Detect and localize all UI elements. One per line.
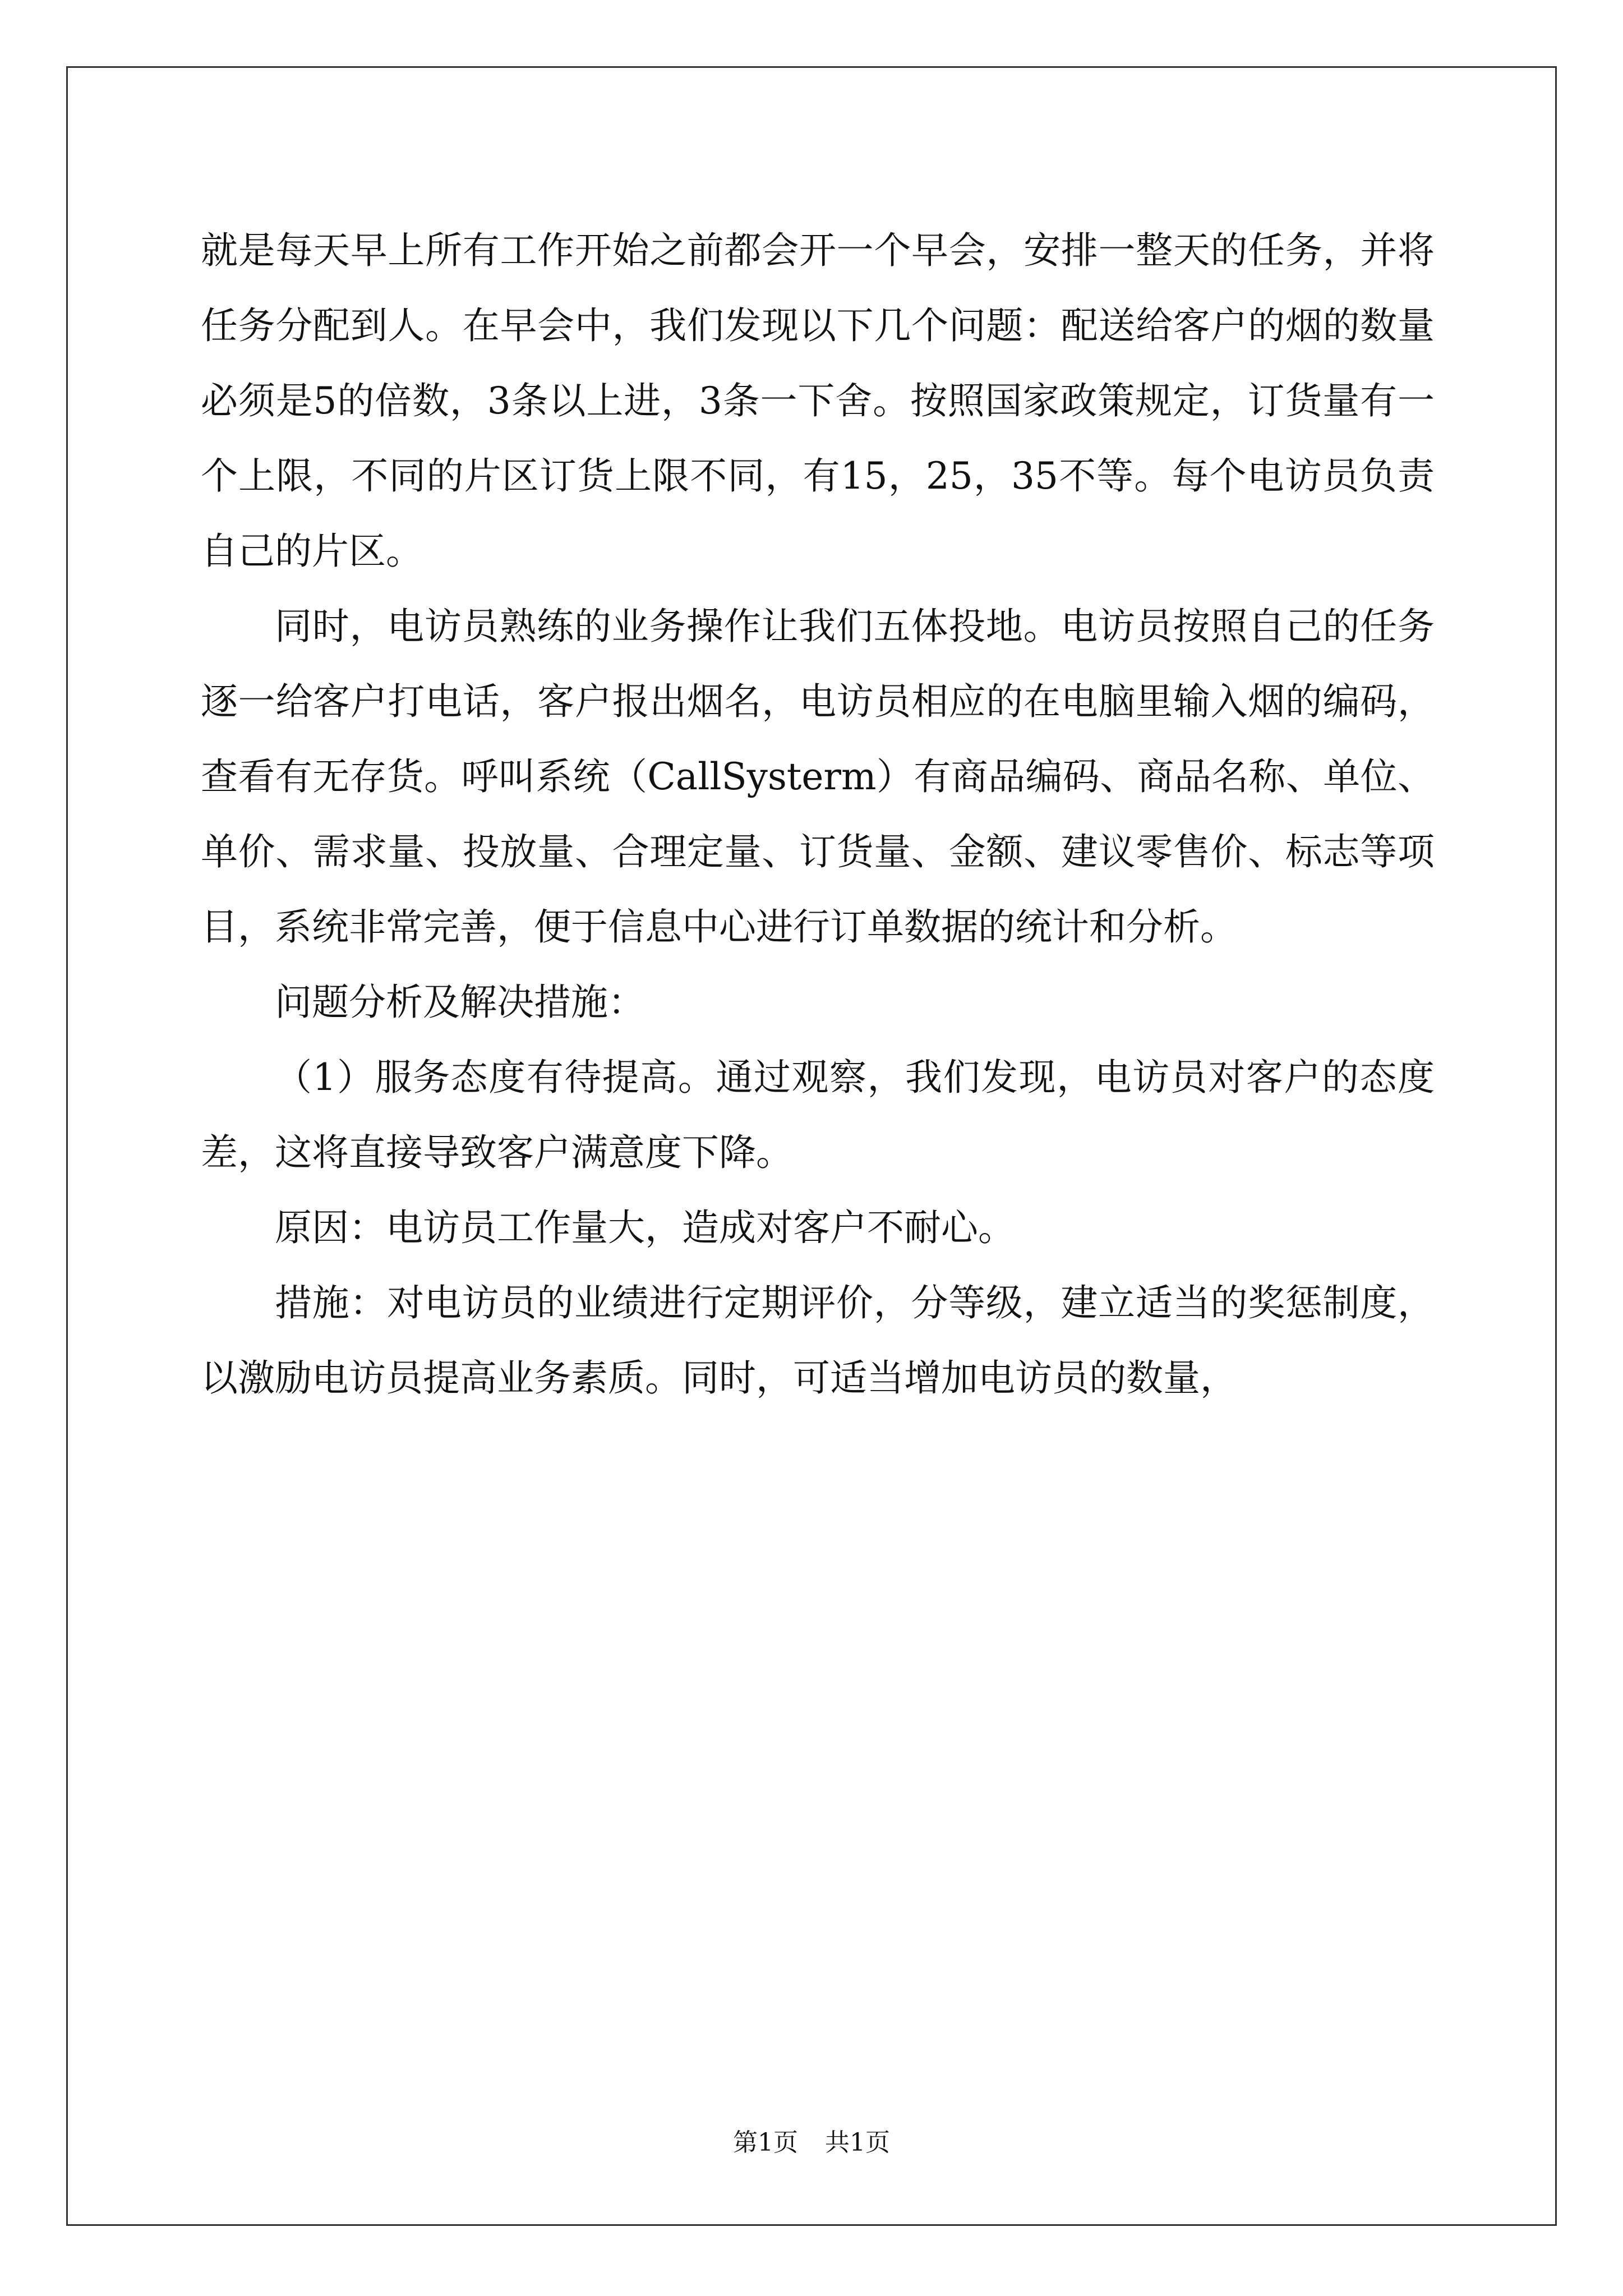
- page-number: 第1页: [733, 2128, 798, 2157]
- paragraph-1: 就是每天早上所有工作开始之前都会开一个早会，安排一整天的任务，并将任务分配到人。在早会中，我们发现以下几个问题：配送给客户的烟的数量必须是5的倍数，3条以上进，3条一下舍。按照国家政策规定，订货量有一个上限，不同的片区订货上限不同，有15，25，35不等。每个电访员负责自己的片区。: [201, 229, 1435, 573]
- paragraph-6: 措施：对电访员的业绩进行定期评价，分等级，建立适当的奖惩制度，以激励电访员提高业务素质。同时，可适当增加电访员的数量，: [201, 1281, 1435, 1400]
- paragraph-4: （1）服务态度有待提高。通过观察，我们发现，电访员对客户的态度差，这将直接导致客户满意度下降。: [201, 1056, 1435, 1174]
- paragraph-2: 同时，电访员熟练的业务操作让我们五体投地。电访员按照自己的任务逐一给客户打电话，客户报出烟名，电访员相应的在电脑里输入烟的编码，查看有无存货。呼叫系统（CallSysterm）有商品编码、商品名称、单位、单价、需求量、投放量、合理定量、订货量、金额、建议零售价、标志等项目，系统非常完善，便于信息中心进行订单数据的统计和分析。: [201, 605, 1435, 949]
- document-body: [201, 213, 1435, 1416]
- page-footer: [0, 2127, 1623, 2159]
- paragraph-5: 原因：电访员工作量大，造成对客户不耐心。: [275, 1206, 1015, 1249]
- page-total: 共1页: [825, 2128, 890, 2157]
- paragraph-3: 问题分析及解决措施：: [275, 981, 645, 1024]
